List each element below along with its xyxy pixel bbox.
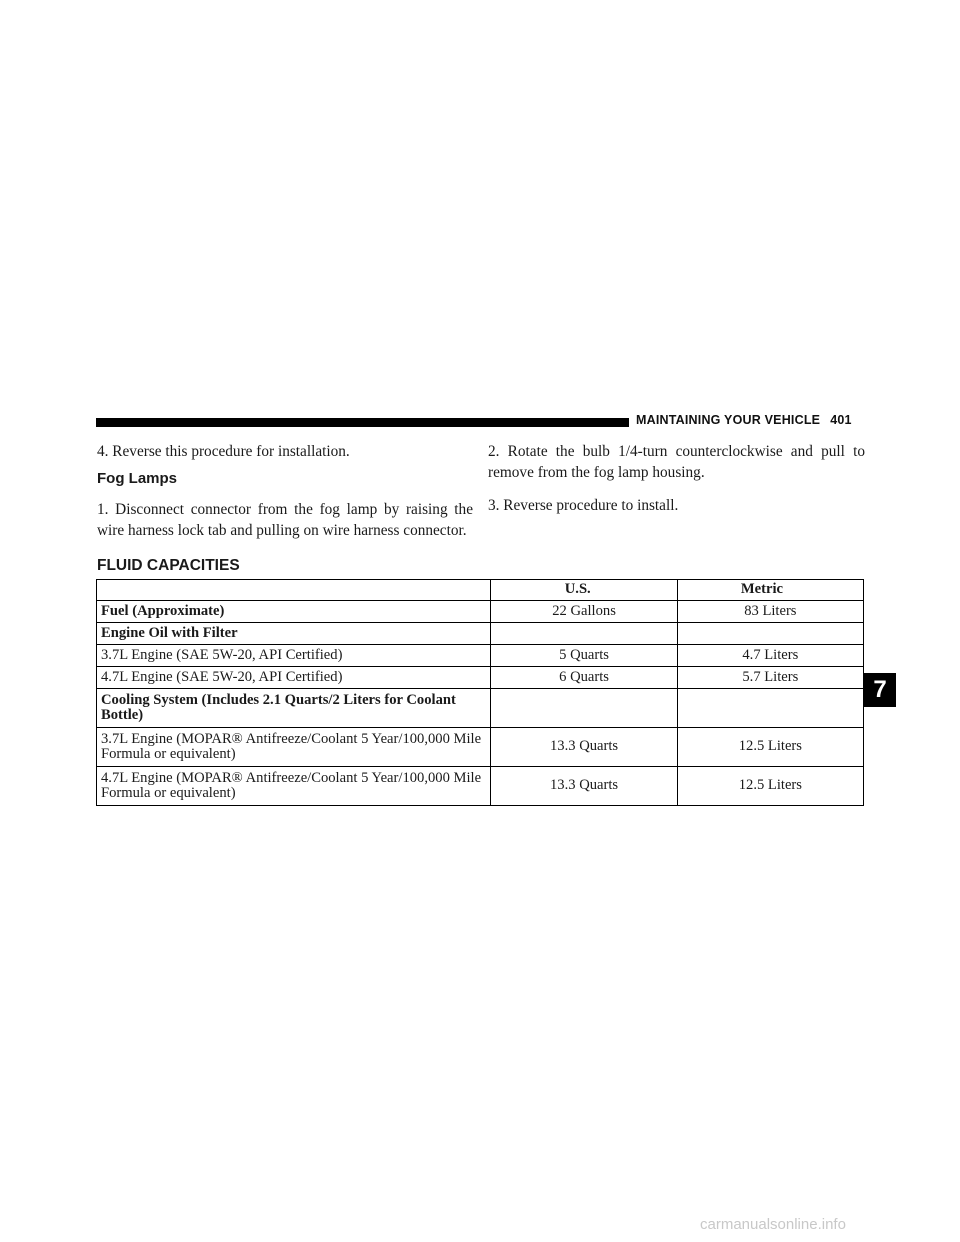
table-row <box>97 767 864 806</box>
table-row <box>97 689 864 728</box>
chapter-tab: 7 <box>864 673 896 707</box>
column-header-item <box>97 580 491 601</box>
row-metric-value: 83 Liters <box>677 601 863 623</box>
step-1-text: 1. Disconnect connector from the fog lamp by raising the wire harness lock tab and pulling on wire harness connector. <box>97 501 473 539</box>
row-label: Fuel (Approximate) <box>97 601 491 623</box>
row-metric-value <box>677 623 863 645</box>
row-metric-value <box>677 689 863 728</box>
row-metric-value: 12.5 Liters <box>677 728 863 767</box>
step-2-text: 2. Rotate the bulb 1/4-turn counterclockwise and pull to remove from the fog lamp housing. <box>488 443 865 481</box>
row-us-value: 6 Quarts <box>491 667 677 689</box>
row-us-value: 22 Gallons <box>491 601 677 623</box>
row-label: 3.7L Engine (MOPAR® Antifreeze/Coolant 5 Year/100,000 Mile Formula or equivalent) <box>97 728 491 767</box>
right-column <box>488 441 865 528</box>
table-row <box>97 623 864 645</box>
row-us-value <box>491 623 677 645</box>
fluid-capacities-table <box>96 579 864 806</box>
row-metric-value: 5.7 Liters <box>677 667 863 689</box>
section-title: MAINTAINING YOUR VEHICLE <box>636 413 821 427</box>
column-header-metric: Metric <box>677 580 863 601</box>
table-row <box>97 728 864 767</box>
table-header-row <box>97 580 864 601</box>
row-metric-value: 12.5 Liters <box>677 767 863 806</box>
left-column <box>97 441 473 553</box>
watermark: carmanualsonline.info <box>700 1216 846 1233</box>
row-us-value: 13.3 Quarts <box>491 767 677 806</box>
table-row <box>97 645 864 667</box>
table-row <box>97 601 864 623</box>
step-4-text: 4. Reverse this procedure for installation. <box>97 443 350 460</box>
row-metric-value: 4.7 Liters <box>677 645 863 667</box>
row-us-value: 13.3 Quarts <box>491 728 677 767</box>
row-label: Engine Oil with Filter <box>97 623 491 645</box>
row-label: Cooling System (Includes 2.1 Quarts/2 Liters for Coolant Bottle) <box>97 689 491 728</box>
column-header-us: U.S. <box>491 580 677 601</box>
step-3-text: 3. Reverse procedure to install. <box>488 497 679 514</box>
running-header <box>636 413 866 433</box>
page-number: 401 <box>830 413 852 427</box>
row-label: 4.7L Engine (MOPAR® Antifreeze/Coolant 5 Year/100,000 Mile Formula or equivalent) <box>97 767 491 806</box>
row-us-value <box>491 689 677 728</box>
fluid-capacities-title: FLUID CAPACITIES <box>97 557 240 574</box>
row-label: 4.7L Engine (SAE 5W-20, API Certified) <box>97 667 491 689</box>
header-rule <box>96 418 629 427</box>
fog-lamps-heading: Fog Lamps <box>97 470 178 487</box>
row-us-value: 5 Quarts <box>491 645 677 667</box>
row-label: 3.7L Engine (SAE 5W-20, API Certified) <box>97 645 491 667</box>
table-row <box>97 667 864 689</box>
